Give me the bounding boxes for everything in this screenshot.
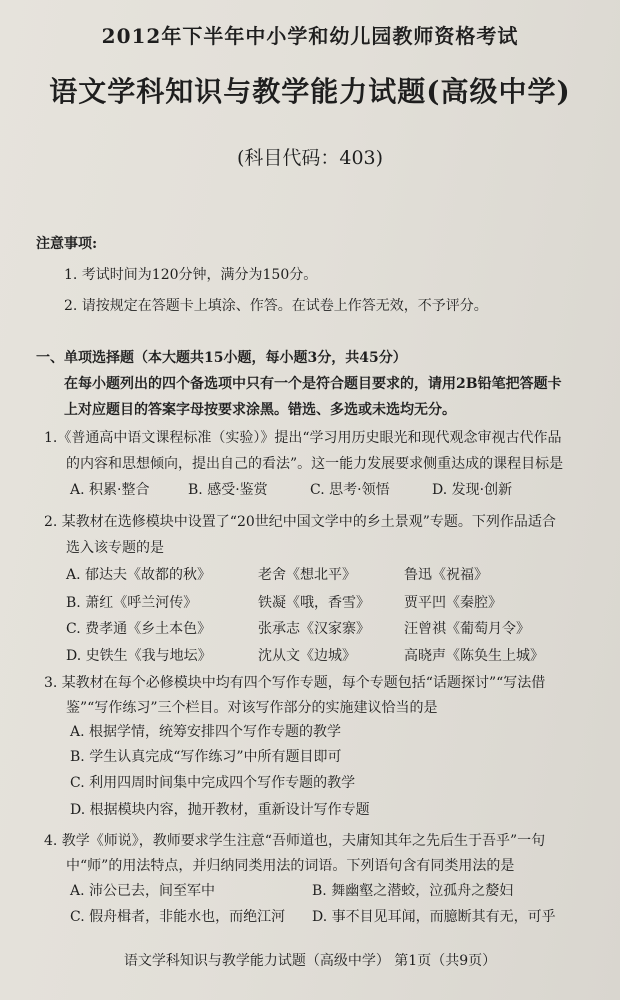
option-d: D. 根据模块内容，抛开教材，重新设计写作专题: [70, 802, 370, 818]
notice-item: 1. 考试时间为120分钟，满分为150分。: [64, 267, 318, 283]
option-c-work-2: 张承志《汉家寨》: [258, 621, 370, 637]
option-a-work-2: 老舍《想北平》: [258, 567, 356, 583]
option-b: B. 舞幽壑之潜蛟，泣孤舟之嫠妇: [312, 883, 514, 899]
option-b-work-2: 铁凝《哦，香雪》: [258, 595, 370, 611]
question-stem: 选入该专题的是: [66, 540, 164, 556]
section-heading: 一、单项选择题（本大题共15小题，每小题3分，共45分）: [36, 350, 407, 366]
option-d: D. 史铁生《我与地坛》: [66, 648, 212, 664]
question-stem: 中“师”的用法特点，并归纳同类用法的词语。下列语句含有同类用法的是: [66, 858, 515, 874]
option-b: B. 学生认真完成“写作练习”中所有题目即可: [70, 749, 342, 765]
notice-item: 2. 请按规定在答题卡上填涂、作答。在试卷上作答无效，不予评分。: [64, 298, 488, 314]
section-instruction: 在每小题列出的四个备选项中只有一个是符合题目要求的，请用2B铅笔把答题卡: [64, 376, 562, 392]
option-d: D. 发现·创新: [432, 482, 513, 498]
option-c: C. 假舟楫者，非能水也，而绝江河: [70, 909, 286, 925]
paper-title: 语文学科知识与教学能力试题(高级中学): [49, 75, 571, 108]
question-stem: 鉴”“写作练习”三个栏目。对该写作部分的实施建议恰当的是: [66, 700, 438, 716]
option-d-work-2: 沈从文《边城》: [258, 648, 356, 664]
option-c-work-3: 汪曾祺《葡萄月令》: [404, 621, 530, 637]
exam-series-title: 2012年下半年中小学和幼儿园教师资格考试: [101, 24, 519, 48]
option-a: A. 根据学情，统筹安排四个写作专题的教学: [70, 724, 342, 740]
option-b: B. 萧红《呼兰河传》: [66, 595, 198, 611]
option-c: C. 费孝通《乡土本色》: [66, 621, 212, 637]
question-stem: 3. 某教材在每个必修模块中均有四个写作专题，每个专题包括“话题探讨”“写法借: [44, 675, 546, 691]
option-c: C. 思考·领悟: [310, 482, 390, 498]
option-a: A. 郁达夫《故都的秋》: [66, 567, 212, 583]
question-stem: 4. 教学《师说》，教师要求学生注意“吾师道也，夫庸知其年之先后生于吾乎”一句: [44, 833, 546, 849]
notice-heading: 注意事项:: [36, 236, 98, 252]
option-c: C. 利用四周时间集中完成四个写作专题的教学: [70, 775, 356, 791]
option-a: A. 沛公已去，间至军中: [70, 883, 216, 899]
option-b-work-3: 贾平凹《秦腔》: [404, 595, 502, 611]
option-b: B. 感受·鉴赏: [188, 482, 268, 498]
option-a-work-3: 鲁迅《祝福》: [404, 567, 488, 583]
question-stem: 的内容和思想倾向，提出自己的看法”。这一能力发展要求侧重达成的课程目标是: [66, 456, 564, 472]
question-stem: 1.《普通高中语文课程标准（实验）》提出“学习用历史眼光和现代观念审视古代作品: [44, 430, 562, 446]
option-d-work-3: 高晓声《陈奂生上城》: [404, 648, 544, 664]
question-stem: 2. 某教材在选修模块中设置了“20世纪中国文学中的乡土景观”专题。下列作品适合: [44, 514, 556, 530]
option-d: D. 事不目见耳闻，而臆断其有无，可乎: [312, 909, 556, 925]
option-a: A. 积累·整合: [70, 482, 150, 498]
section-instruction: 上对应题目的答案字母按要求涂黑。错选、多选或未选均无分。: [64, 402, 456, 418]
page-footer: 语文学科知识与教学能力试题（高级中学） 第1页（共9页）: [123, 953, 497, 969]
subject-code: (科目代码：403): [236, 147, 384, 169]
